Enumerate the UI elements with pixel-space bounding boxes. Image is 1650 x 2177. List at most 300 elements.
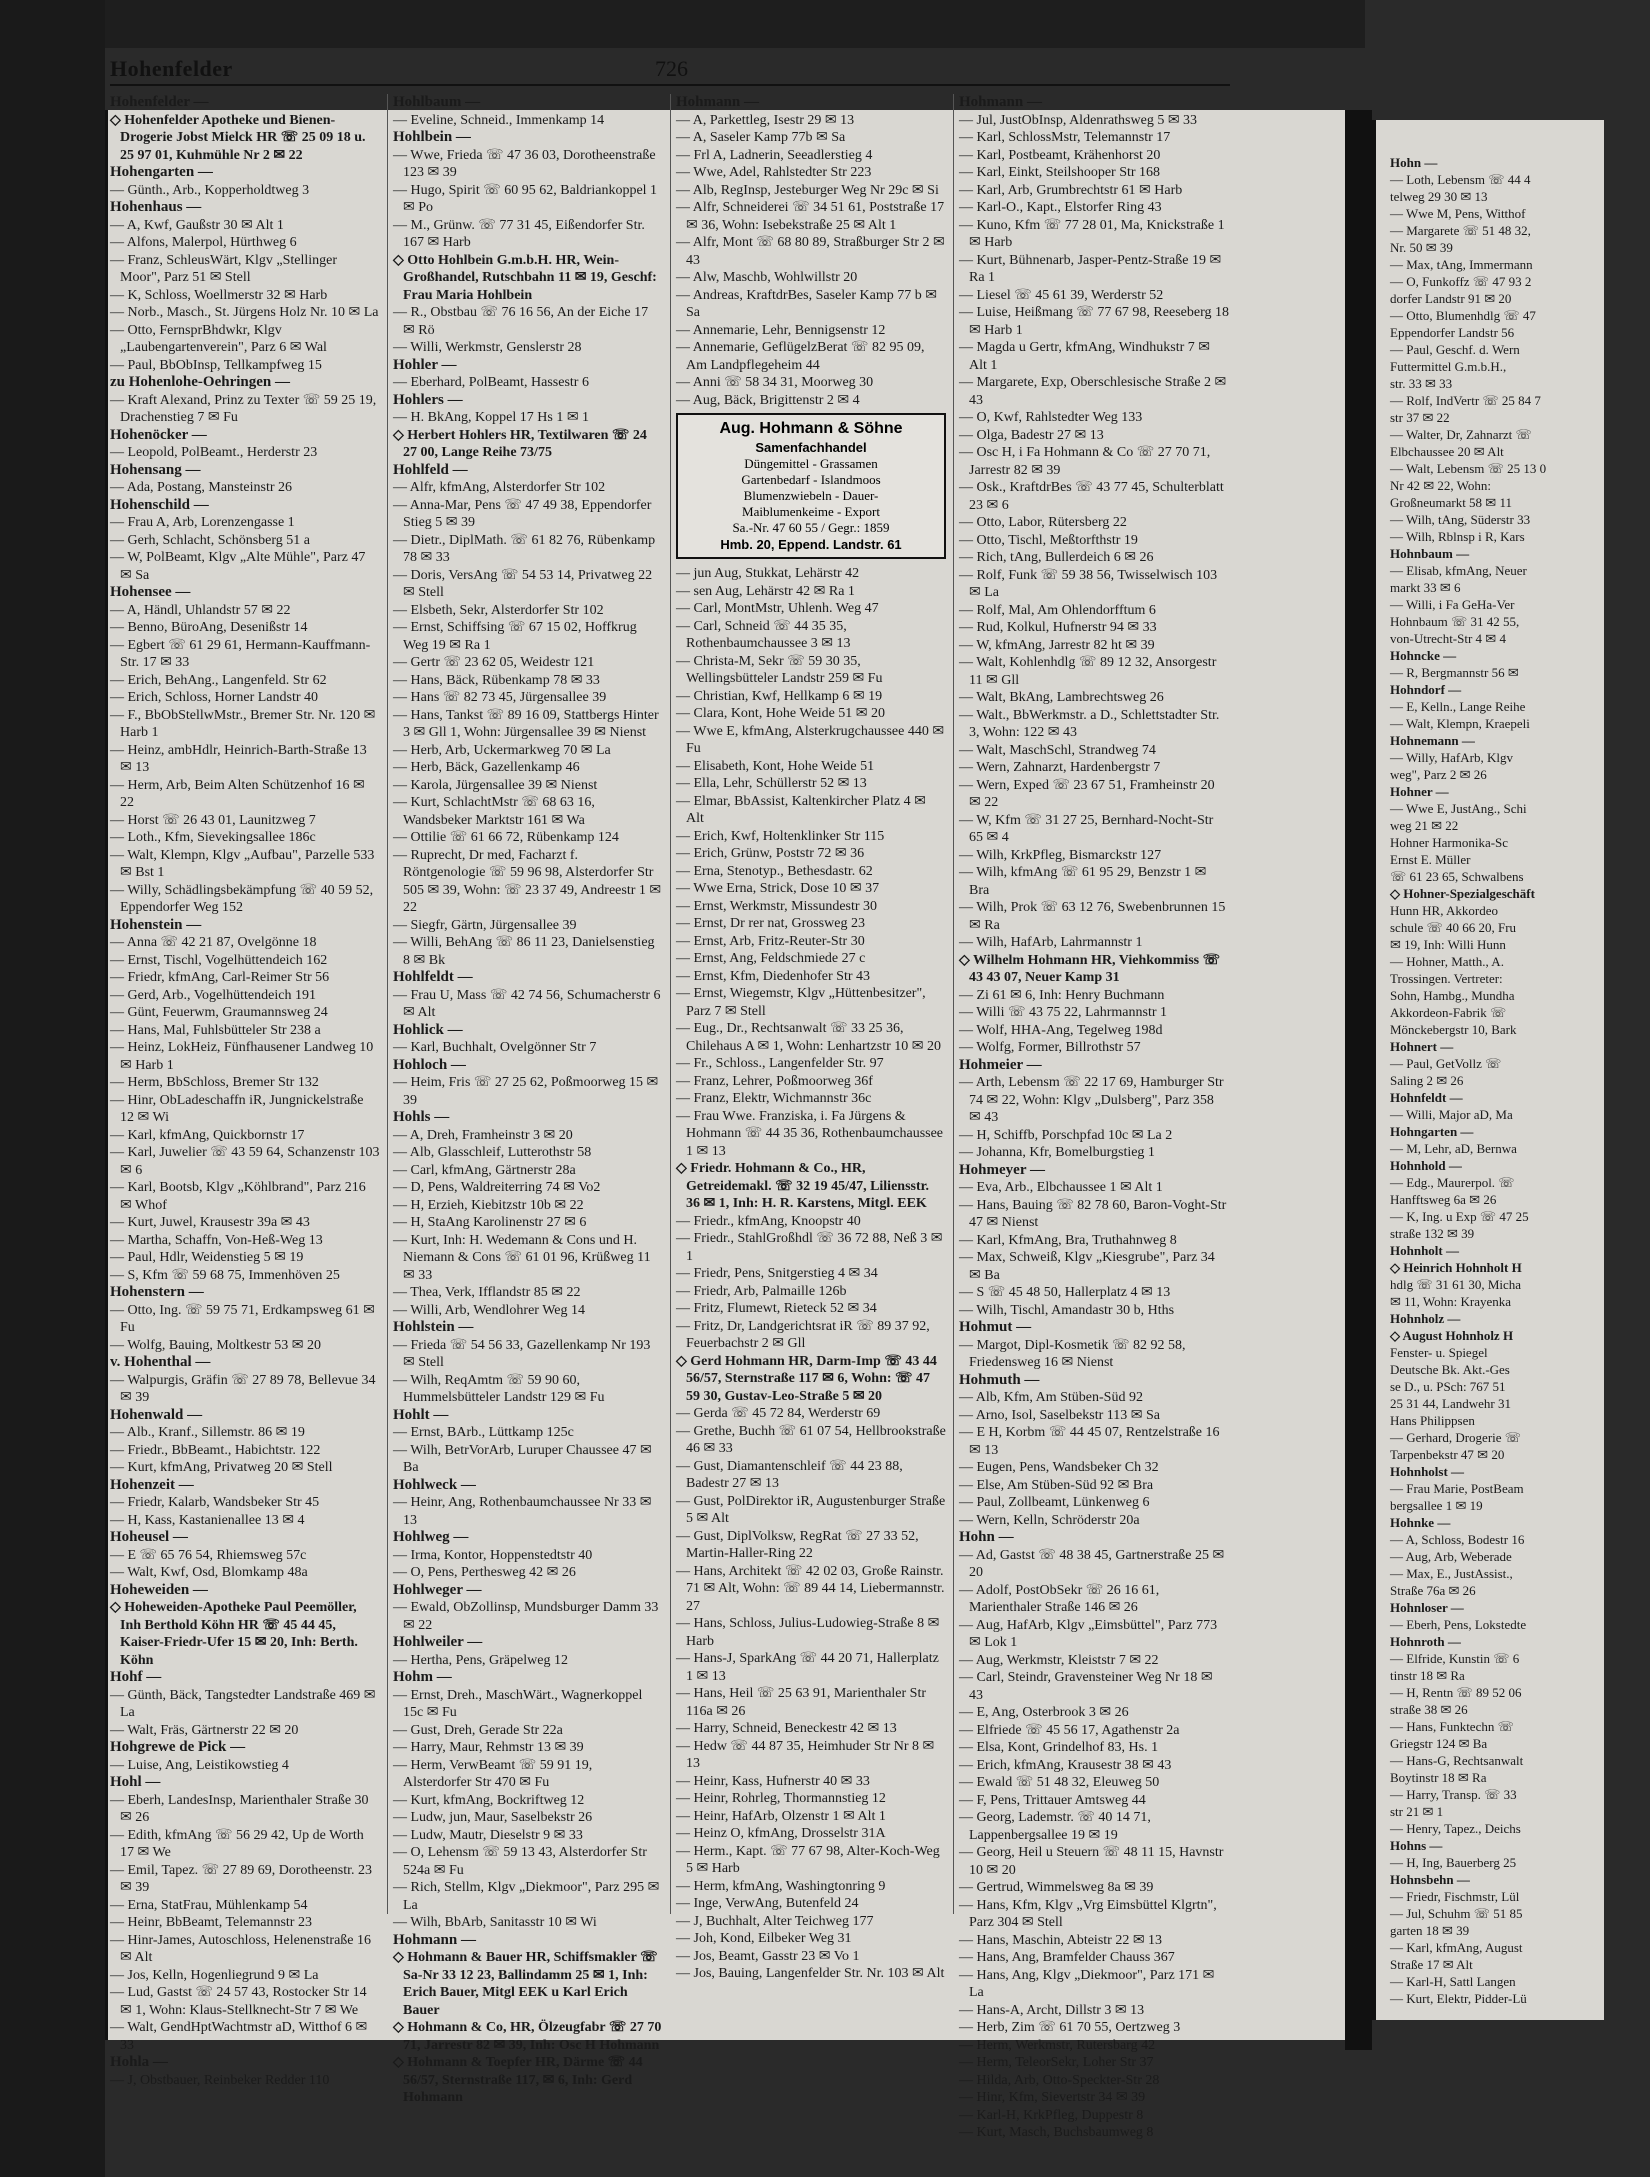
directory-entry: Eppendorfer Landstr 56: [1390, 325, 1515, 340]
directory-entry: — Wwe, Adel, Rahlstedter Str 223: [676, 165, 872, 180]
directory-entry: — Else, Am Stüben-Süd 92 ✉ Bra: [959, 1477, 1154, 1493]
directory-entry: — Carl, Steindr, Gravensteiner Weg Nr 18 ✉ 43: [959, 1670, 1213, 1703]
directory-entry: — Franz, SchleusWärt, Klgv „Stellinger Moor", Parz 51 ✉ Stell: [110, 252, 338, 285]
directory-entry: — Wilh, KrkPfleg, Bismarckstr 127: [959, 847, 1162, 863]
directory-entry: Nr. 50 ✉ 39: [1390, 240, 1453, 255]
directory-entry: — Gust, PolDirektor iR, Augustenburger Straße 5 ✉ Alt: [676, 1493, 946, 1526]
directory-entry: — Wwe E, kfmAng, Alsterkrugchaussee 440 ✉ Fu: [676, 723, 945, 756]
directory-entry: — Carl, MontMstr, Uhlenh. Weg 47: [676, 601, 879, 616]
directory-entry: — Walt, Fräs, Gärtnerstr 22 ✉ 20: [110, 1722, 299, 1738]
directory-entry: — Ernst, Arb, Fritz-Reuter-Str 30: [676, 933, 865, 949]
directory-entry: — Joh, Kond, Eilbeker Weg 31: [676, 1931, 852, 1946]
directory-entry: Großneumarkt 58 ✉ 11: [1390, 495, 1512, 510]
directory-entry: ◇ Friedr. Hohmann & Co., HR, Getreidemakl. ☏ 32 19 45/47, Liliensstr. 36 ✉ 1, Inh: H. R. Karstens, Mitgl. EEK: [676, 1161, 930, 1211]
surname-heading: Hohlfeldt —: [393, 969, 473, 985]
directory-entry: — F, Pens, Trittauer Amtsweg 44: [959, 1792, 1146, 1808]
surname-heading: Hoheusel —: [110, 1529, 188, 1545]
directory-entry: — Wilh, Rblnsp i R, Kars: [1390, 529, 1525, 544]
directory-entry: — Kurt, Bühnenarb, Jasper-Pentz-Straße 19 ✉ Ra 1: [959, 252, 1222, 285]
directory-entry: — Osc H, i Fa Hohmann & Co ☏ 27 70 71, Jarrestr 82 ✉ 39: [959, 445, 1211, 478]
directory-entry: — Karl, Einkt, Steilshooper Str 168: [959, 165, 1161, 180]
directory-entry: — Herm., Kapt. ☏ 77 67 98, Alter-Koch-Weg 5 ✉ Harb: [676, 1843, 940, 1876]
directory-entry: — Karl, Arb, Grumbrechtstr 61 ✉ Harb: [959, 182, 1183, 198]
ad-line: Gartenbedarf - Islandmoos: [741, 472, 881, 487]
directory-entry: — Annemarie, GeflügelzBerat ☏ 82 95 09, Am Landpflegeheim 44: [676, 340, 925, 373]
directory-entry: — Heinr, HafArb, Olzenstr 1 ✉ Alt 1: [676, 1808, 886, 1824]
directory-entry: — Arno, Isol, Saselbekstr 113 ✉ Sa: [959, 1407, 1160, 1423]
directory-entry: — Frau Wwe. Franziska, i. Fa Jürgens & Hohmann ☏ 44 35 36, Rothenbaumchaussee 1 ✉ 13: [676, 1108, 944, 1159]
directory-entry: — Eberh, LandesInsp, Marienthaler Straße 30 ✉ 26: [110, 1792, 369, 1825]
directory-entry: telweg 29 30 ✉ 13: [1390, 189, 1488, 204]
directory-entry: — Walt, GendHptWachtmstr aD, Witthof 6 ✉ 33: [110, 2020, 368, 2053]
directory-entry: — Herb, Arb, Uckermarkweg 70 ✉ La: [393, 742, 611, 758]
directory-entry: — K, Ing. u Exp ☏ 47 25: [1390, 1209, 1529, 1224]
directory-entry: — Alfr, Mont ☏ 68 80 89, Straßburger Str 2 ✉ 43: [676, 235, 945, 268]
directory-entry: — Irma, Kontor, Hoppenstedtstr 40: [393, 1547, 593, 1563]
directory-entry: Straße 76a ✉ 26: [1390, 1583, 1476, 1598]
directory-entry: — Frau A, Arb, Lorenzengasse 1: [110, 515, 295, 530]
directory-entry: — Thea, Verk, Ifflandstr 85 ✉ 22: [393, 1285, 581, 1300]
directory-entry: — H, Kass, Kastanienallee 13 ✉ 4: [110, 1512, 305, 1528]
directory-entry: — Emil, Tapez. ☏ 27 89 69, Dorotheenstr. 23 ✉ 39: [110, 1862, 373, 1895]
directory-entry: — Hohner, Matth., A.: [1390, 954, 1504, 969]
directory-entry: — Carl, kfmAng, Gärtnerstr 28a: [393, 1162, 576, 1178]
directory-entry: — Herm, VerwBeamt ☏ 59 91 19, Alsterdorfer Str 470 ✉ Fu: [393, 1757, 593, 1790]
directory-entry: — Gust, DiplVolksw, RegRat ☏ 27 33 52, Martin-Haller-Ring 22: [676, 1528, 919, 1561]
directory-entry: — Erich, Schloss, Horner Landstr 40: [110, 690, 319, 705]
directory-entry: — Johanna, Kfr, Bomelburgstieg 1: [959, 1145, 1155, 1160]
directory-entry: weg 21 ✉ 22: [1390, 818, 1459, 833]
directory-entry: Tarpenbekstr 47 ✉ 20: [1390, 1447, 1505, 1462]
directory-entry: — Rich, tAng, Bullerdeich 6 ✉ 26: [959, 550, 1154, 565]
directory-entry: — Erich, Kwf, Holtenklinker Str 115: [676, 828, 885, 844]
directory-entry: — Karl-H, Sattl Langen: [1390, 1974, 1516, 1989]
directory-entry: ◇ Hoheweiden-Apotheke Paul Peemöller, Inh Berthold Köhn HR ☏ 45 44 45, Kaiser-Friedr-Ufer 15 ✉ 20, Inh: Berth. Köhn: [110, 1600, 358, 1668]
header-keyword: Hohenfelder: [110, 56, 233, 81]
directory-entry: ☏ 61 23 65, Schwalbens: [1390, 869, 1524, 884]
directory-entry: — Fritz, Flumewt, Rieteck 52 ✉ 34: [676, 1301, 877, 1316]
directory-entry: — A, Kwf, Gaußstr 30 ✉ Alt 1: [110, 217, 284, 233]
directory-entry: — Wilh, Tischl, Amandastr 30 b, Hths: [959, 1302, 1175, 1318]
ad-footer: Hmb. 20, Eppend. Landstr. 61: [720, 537, 902, 552]
directory-entry: — Anna-Mar, Pens ☏ 47 49 38, Eppendorfer Stieg 5 ✉ 39: [393, 497, 652, 530]
surname-heading: Hohmann —: [959, 94, 1042, 110]
column-1: [110, 94, 380, 2088]
directory-entry: — Hans-A, Archt, Dillstr 3 ✉ 13: [959, 2002, 1145, 2018]
directory-entry: — Elisab, kfmAng, Neuer: [1390, 563, 1527, 578]
surname-heading: Hohnbaum —: [1390, 546, 1470, 561]
directory-entry: — J, Buchhalt, Alter Teichweg 177: [676, 1913, 874, 1929]
directory-entry: — Friedr., BbBeamt., Habichtstr. 122: [110, 1442, 321, 1458]
directory-entry: — Max, tAng, Immermann: [1390, 257, 1533, 272]
surname-heading: Hohenstern —: [110, 1284, 204, 1300]
surname-heading: Hohenöcker —: [110, 426, 207, 443]
directory-entry: — Walt, BkAng, Lambrechtsweg 26: [959, 690, 1164, 705]
directory-entry: — Karl, Buchhalt, Ovelgönner Str 7: [393, 1040, 597, 1055]
directory-entry: — Hedw ☏ 44 87 35, Heimhuder Str Nr 8 ✉ 13: [676, 1738, 935, 1771]
directory-entry: — Otto, Ing. ☏ 59 75 71, Erdkampsweg 61 ✉ Fu: [110, 1302, 375, 1335]
directory-entry: — E, Kelln., Lange Reihe: [1390, 699, 1526, 714]
directory-entry: — Wolfg, Bauing, Moltkestr 53 ✉ 20: [110, 1337, 322, 1353]
directory-entry: Hunn HR, Akkordeo: [1390, 903, 1498, 918]
directory-entry: — Gertr ☏ 23 62 05, Weidestr 121: [393, 655, 595, 670]
directory-entry: — Wern, Exped ☏ 23 67 51, Framheinstr 20 ✉ 22: [959, 777, 1215, 810]
directory-entry: ◇ Hohmann & Co, HR, Ölzeugfabr ☏ 27 70 71, Jarrestr 82 ✉ 39, Inh: Osc H Hohmann: [393, 2020, 662, 2053]
directory-entry: — Loth, Lebensm ☏ 44 4: [1390, 172, 1531, 187]
directory-entry: — H, Erzieh, Kiebitzstr 10b ✉ 22: [393, 1197, 584, 1213]
directory-entry: ✉ 19, Inh: Willi Hunn: [1390, 937, 1506, 952]
directory-entry: — Heinr, BbBeamt, Telemannstr 23: [110, 1915, 312, 1930]
directory-entry: — Fritz, Dr, Landgerichtsrat iR ☏ 89 37 92, Feuerbachstr 2 ✉ Gll: [676, 1318, 930, 1351]
directory-entry: — Herb, Zim ☏ 61 70 55, Oertzweg 3: [959, 2020, 1181, 2035]
directory-entry: — Heinz O, kfmAng, Drosselstr 31A: [676, 1826, 886, 1841]
directory-entry: — Gerd, Arb., Vogelhüttendeich 191: [110, 987, 316, 1003]
directory-entry: — Heinz, ambHdlr, Heinrich-Barth-Straße 13 ✉ 13: [110, 742, 367, 775]
directory-entry: — Alfr, kfmAng, Alsterdorfer Str 102: [393, 480, 606, 495]
surname-heading: Hohmuth —: [959, 1371, 1040, 1388]
directory-entry: Hans Philippsen: [1390, 1413, 1475, 1428]
directory-entry: — Hilda, Arb, Otto-Speckter-Str 28: [959, 2072, 1160, 2088]
directory-entry: — S ☏ 45 48 50, Hallerplatz 4 ✉ 13: [959, 1285, 1171, 1300]
directory-entry: — Hans, Ang, Bramfelder Chauss 367: [959, 1950, 1175, 1965]
surname-heading: Hohn —: [1390, 155, 1438, 170]
surname-heading: Hohlbaum —: [393, 94, 481, 110]
directory-entry: Griegstr 124 ✉ Ba: [1390, 1736, 1488, 1751]
ad-subtitle: Samenfachhandel: [755, 440, 867, 455]
directory-entry: — Paul, Zollbeamt, Lünkenweg 6: [959, 1495, 1150, 1510]
next-page-column: [1390, 154, 1650, 2007]
surname-heading: Hohlweck —: [393, 1476, 476, 1493]
directory-entry: — Herm, Arb, Beim Alten Schützenhof 16 ✉ 22: [110, 777, 365, 810]
surname-heading: Hohenfelder —: [110, 94, 209, 110]
directory-entry: — Kurt, Masch, Buchsbaumweg 8: [959, 2125, 1154, 2140]
directory-entry: — Aug, Arb, Weberade: [1390, 1549, 1512, 1564]
directory-entry: — Heinr, Rohrleg, Thormannstieg 12: [676, 1791, 886, 1806]
directory-entry: ◇ Otto Hohlbein G.m.b.H. HR, Wein-Großhandel, Rutschbahn 11 ✉ 19, Geschf: Frau Maria Hohlbein: [393, 252, 657, 303]
advertisement-box: [676, 413, 946, 559]
surname-heading: Hohengarten —: [110, 164, 213, 180]
directory-entry: — Siegfr, Gärtn, Jürgensallee 39: [393, 917, 577, 933]
surname-heading: Hoheweiden —: [110, 1581, 208, 1598]
directory-entry: — H, Rentn ☏ 89 52 06: [1390, 1685, 1522, 1700]
directory-entry: — Hans, Mal, Fuhlsbütteler Str 238 a: [110, 1022, 321, 1038]
directory-entry: — Christa-M, Sekr ☏ 59 30 35, Wellingsbütteler Landstr 259 ✉ Fu: [676, 653, 883, 686]
directory-entry: — Rich, Stellm, Klgv „Diekmoor", Parz 295 ✉ La: [393, 1880, 660, 1913]
directory-entry: — Friedr, Fischmstr, Lül: [1390, 1889, 1520, 1904]
directory-entry: — Gerhard, Drogerie ☏: [1390, 1430, 1522, 1445]
directory-entry: — Ruprecht, Dr med, Facharzt f. Röntgenologie ☏ 59 96 98, Alsterdorfer Str 505 ✉ 39, Wohn: ☏ 23 37 49, Andreestr 1 ✉ 22: [393, 847, 662, 915]
directory-entry: — O, Pens, Perthesweg 42 ✉ 26: [393, 1565, 576, 1580]
directory-entry: weg", Parz 2 ✉ 26: [1390, 767, 1487, 782]
surname-heading: Hohlweiler —: [393, 1634, 483, 1650]
surname-heading: Hohler —: [393, 356, 457, 373]
directory-entry: — Ad, Gastst ☏ 48 38 45, Gartnerstraße 25 ✉ 20: [959, 1547, 1225, 1580]
directory-entry: Boytinstr 18 ✉ Ra: [1390, 1770, 1487, 1785]
surname-heading: Hohla —: [110, 2054, 168, 2070]
directory-entry: — Aug, Werkmstr, Kleiststr 7 ✉ 22: [959, 1652, 1159, 1668]
surname-heading: Hohlbein —: [393, 129, 471, 145]
book-spine-shadow: [0, 0, 105, 2177]
surname-heading: Hohnhold —: [1390, 1158, 1462, 1173]
directory-entry: — Wwe Erna, Strick, Dose 10 ✉ 37: [676, 881, 880, 896]
directory-entry: Hohner Harmonika-Sc: [1390, 835, 1509, 850]
directory-entry: — E, Ang, Osterbrook 3 ✉ 26: [959, 1705, 1129, 1720]
directory-entry: — Fr., Schloss., Langenfelder Str. 97: [676, 1056, 884, 1071]
directory-entry: — Wwe, Frieda ☏ 47 36 03, Dorotheenstraße 123 ✉ 39: [393, 147, 656, 180]
surname-heading: Hohensee —: [110, 584, 191, 600]
directory-entry: — Erna, StatFrau, Mühlenkamp 54: [110, 1897, 308, 1913]
directory-entry: — Paul, Hdlr, Weidenstieg 5 ✉ 19: [110, 1250, 304, 1265]
directory-entry: — Ernst, Kfm, Diedenhofer Str 43: [676, 968, 871, 984]
directory-entry: Straße 17 ✉ Alt: [1390, 1957, 1473, 1972]
directory-entry: — Hans, Maschin, Abteistr 22 ✉ 13: [959, 1932, 1163, 1948]
directory-entry: — Dietr., DiplMath. ☏ 61 82 76, Rübenkamp 78 ✉ 33: [393, 532, 656, 565]
directory-entry: — Edg., Maurerpol. ☏: [1390, 1175, 1515, 1190]
directory-entry: — Ernst, Dreh., MaschWärt., Wagnerkoppel 15c ✉ Fu: [393, 1687, 643, 1720]
directory-entry: Hanfftsweg 6a ✉ 26: [1390, 1192, 1497, 1207]
directory-entry: — Walt., BbWerkmstr. a D., Schlettstadter Str. 3, Wohn: 122 ✉ 43: [959, 707, 1220, 740]
directory-entry: — Ernst, BArb., Lüttkamp 125c: [393, 1425, 574, 1440]
directory-entry: — Gerda ☏ 45 72 84, Werderstr 69: [676, 1406, 881, 1421]
directory-entry: — Alw, Maschb, Wohlwillstr 20: [676, 270, 858, 285]
directory-entry: — Harry, Transp. ☏ 33: [1390, 1787, 1517, 1802]
page-header: [110, 50, 1230, 86]
directory-entry: — Ella, Lehr, Schüllerstr 52 ✉ 13: [676, 776, 867, 791]
surname-heading: Hohngarten —: [1390, 1124, 1474, 1139]
directory-entry: ◇ Wilhelm Hohmann HR, Viehkommiss ☏ 43 43 07, Neuer Kamp 31: [959, 952, 1221, 985]
directory-entry: markt 33 ✉ 6: [1390, 580, 1461, 595]
directory-entry: — Anna ☏ 42 21 87, Ovelgönne 18: [110, 935, 317, 950]
directory-entry: ◇ Hohner-Spezialgeschäft: [1390, 886, 1535, 901]
directory-entry: — Elsbeth, Sekr, Alsterdorfer Str 102: [393, 602, 604, 618]
directory-entry: — R., Obstbau ☏ 76 16 56, An der Eiche 17 ✉ Rö: [393, 305, 649, 338]
directory-columns: [110, 94, 1230, 2140]
directory-entry: — Doris, VersAng ☏ 54 53 14, Privatweg 22 ✉ Stell: [393, 567, 653, 600]
directory-entry: — Kurt, SchlachtMstr ☏ 68 63 16, Wandsbeker Marktstr 161 ✉ Wa: [393, 795, 595, 828]
directory-entry: — sen Aug, Lehärstr 42 ✉ Ra 1: [676, 583, 855, 599]
directory-entry: — Ewald, ObZollinsp, Mundsburger Damm 33 ✉ 22: [393, 1600, 659, 1633]
directory-entry: — O, Lehensm ☏ 59 13 43, Alsterdorfer Str 524a ✉ Fu: [393, 1845, 647, 1878]
directory-entry: — Elmar, BbAssist, Kaltenkircher Platz 4 ✉ Alt: [676, 793, 926, 826]
directory-entry: — Heinr, Kass, Hufnerstr 40 ✉ 33: [676, 1773, 870, 1789]
ad-title: Aug. Hohmann & Söhne: [719, 420, 903, 437]
directory-entry: — Alb., Kranf., Sillemstr. 86 ✉ 19: [110, 1425, 305, 1440]
directory-entry: dorfer Landstr 91 ✉ 20: [1390, 291, 1512, 306]
directory-entry: — Friedr, kfmAng, Carl-Reimer Str 56: [110, 970, 330, 985]
surname-heading: Hohnert —: [1390, 1039, 1454, 1054]
directory-entry: — Walpurgis, Gräfin ☏ 27 89 78, Bellevue 34 ✉ 39: [110, 1372, 376, 1405]
directory-entry: — Eugen, Pens, Wandsbeker Ch 32: [959, 1460, 1159, 1475]
directory-entry: — Walt, Kohlenhdlg ☏ 89 12 32, Ansorgestr 11 ✉ Gll: [959, 655, 1217, 688]
directory-entry: — Hertha, Pens, Gräpelweg 12: [393, 1652, 568, 1668]
directory-entry: — Lud, Gastst ☏ 24 57 43, Rostocker Str 14 ✉ 1, Wohn: Klaus-Stellknecht-Str 7 ✉ We: [110, 1985, 367, 2018]
surname-heading: Hohloch —: [393, 1056, 466, 1073]
directory-entry: — Otto, FernsprBhdwkr, Klgv „Laubengartenverein", Parz 6 ✉ Wal: [110, 322, 327, 355]
directory-entry: — Ludw, Mautr, Dieselstr 9 ✉ 33: [393, 1827, 583, 1843]
directory-entry: — Wilh, Prok ☏ 63 12 76, Swebenbrunnen 15 ✉ Ra: [959, 900, 1226, 933]
directory-entry: — Rolf, IndVertr ☏ 25 84 7: [1390, 393, 1541, 408]
surname-heading: Hohgrewe de Pick —: [110, 1739, 246, 1755]
directory-entry: — Ernst, Werkmstr, Missundestr 30: [676, 898, 878, 914]
directory-entry: — Elisabeth, Kont, Hohe Weide 51: [676, 758, 875, 774]
directory-entry: von-Utrecht-Str 4 ✉ 4: [1390, 631, 1506, 646]
directory-entry: str. 33 ✉ 33: [1390, 376, 1453, 391]
directory-entry: — Anni ☏ 58 34 31, Moorweg 30: [676, 375, 874, 390]
directory-entry: — Rolf, Mal, Am Ohlendorfftum 6: [959, 602, 1156, 618]
directory-entry: — Hans, Bäck, Rübenkamp 78 ✉ 33: [393, 672, 600, 688]
directory-entry: Trossingen. Vertreter:: [1390, 971, 1503, 986]
directory-entry: — S, Kfm ☏ 59 68 75, Immenhöven 25: [110, 1267, 340, 1283]
directory-entry: — Liesel ☏ 45 61 39, Werderstr 52: [959, 287, 1164, 303]
directory-entry: — Henry, Tapez., Deichs: [1390, 1821, 1521, 1836]
directory-entry: — Wolf, HHA-Ang, Tegelweg 198d: [959, 1022, 1163, 1038]
directory-entry: — Hinr-James, Autoschloss, Helenenstraße 16 ✉ Alt: [110, 1932, 372, 1965]
scan-top-border: [105, 0, 1365, 48]
directory-entry: Fenster- u. Spiegel: [1390, 1345, 1488, 1360]
surname-heading: Hohmeier —: [959, 1056, 1042, 1073]
directory-entry: — Wwe M, Pens, Witthof: [1390, 206, 1526, 221]
directory-entry: — F., BbObStellwMstr., Bremer Str. Nr. 120 ✉ Harb 1: [110, 707, 376, 740]
directory-entry: — Norb., Masch., St. Jürgens Holz Nr. 10 ✉ La: [110, 305, 379, 320]
directory-entry: — Eberh, Pens, Lokstedte: [1390, 1617, 1527, 1632]
directory-entry: — Eveline, Schneid., Immenkamp 14: [393, 112, 605, 128]
directory-entry: — Clara, Kont, Hohe Weide 51 ✉ 20: [676, 706, 886, 721]
directory-entry: — Jos, Kelln, Hogenliegrund 9 ✉ La: [110, 1967, 319, 1983]
directory-entry: — Gerh, Schlacht, Schönsberg 51 a: [110, 532, 310, 548]
directory-entry: — Hans, Funktechn ☏: [1390, 1719, 1514, 1734]
directory-entry: straße 38 ✉ 26: [1390, 1702, 1468, 1717]
surname-heading: Hohnroth —: [1390, 1634, 1461, 1649]
directory-entry: — Wern, Zahnarzt, Hardenbergstr 7: [959, 760, 1161, 775]
surname-heading: Hohndorf —: [1390, 682, 1462, 697]
directory-entry: — M., Grünw. ☏ 77 31 45, Eißendorfer Str. 167 ✉ Harb: [393, 217, 645, 250]
directory-entry: — Ernst, Wiegemstr, Klgv „Hüttenbesitzer", Parz 7 ✉ Stell: [676, 986, 926, 1019]
directory-entry: — Willy, HafArb, Klgv: [1390, 750, 1513, 765]
directory-entry: — Karl, kfmAng, August: [1390, 1940, 1523, 1955]
directory-entry: — Karl, SchlossMstr, Telemannstr 17: [959, 130, 1171, 145]
directory-entry: — Hans, Tankst ☏ 89 16 09, Stattbergs Hinter 3 ✉ Gll 1, Wohn: Jürgensallee 39 ✉ Nienst: [393, 707, 659, 740]
surname-heading: Hohlfeld —: [393, 461, 468, 478]
directory-entry: — Heim, Fris ☏ 27 25 62, Poßmoorweg 15 ✉ 39: [393, 1075, 659, 1108]
directory-entry: — W, kfmAng, Jarrestr 82 ht ✉ 39: [959, 637, 1155, 653]
directory-entry: — Ernst, Tischl, Vogelhüttendeich 162: [110, 952, 328, 968]
directory-entry: — Wilh, BbArb, Sanitasstr 10 ✉ Wi: [393, 1915, 597, 1930]
surname-heading: Hohl —: [110, 1774, 161, 1790]
directory-entry: — H, Schiffb, Porschpfad 10c ✉ La 2: [959, 1127, 1173, 1143]
directory-entry: — Gust, Dreh, Gerade Str 22a: [393, 1722, 563, 1738]
directory-entry: Saling 2 ✉ 26: [1390, 1073, 1464, 1088]
directory-entry: — Herm, BbSchloss, Bremer Str 132: [110, 1075, 319, 1090]
surname-heading: v. Hohenthal —: [110, 1354, 211, 1370]
column-2: [393, 94, 663, 2105]
directory-entry: — Paul, GetVollz ☏: [1390, 1056, 1502, 1071]
directory-entry: — Alb, Kfm, Am Stüben-Süd 92: [959, 1390, 1143, 1405]
surname-heading: Hohns —: [1390, 1838, 1443, 1853]
surname-heading: Hohenstein —: [110, 916, 202, 933]
directory-entry: — W, Kfm ☏ 31 27 25, Bernhard-Nocht-Str 65 ✉ 4: [959, 812, 1214, 845]
directory-entry: — E ☏ 65 76 54, Rhiemsweg 57c: [110, 1547, 307, 1563]
directory-entry: — Ewald ☏ 51 48 32, Eleuweg 50: [959, 1775, 1160, 1790]
directory-entry: — K, Schloss, Woellmerstr 32 ✉ Harb: [110, 287, 328, 303]
directory-entry: — Margot, Dipl-Kosmetik ☏ 82 92 58, Friedensweg 16 ✉ Nienst: [959, 1337, 1186, 1370]
directory-entry: — Karola, Jürgensallee 39 ✉ Nienst: [393, 777, 598, 793]
directory-entry: — A, Saseler Kamp 77b ✉ Sa: [676, 130, 846, 145]
directory-entry: — Wolfg, Former, Billrothstr 57: [959, 1040, 1141, 1055]
directory-entry: — Elfriede ☏ 45 56 17, Agathenstr 2a: [959, 1722, 1180, 1738]
surname-heading: Hohlweg —: [393, 1529, 469, 1545]
directory-entry: — Leopold, PolBeamt., Herderstr 23: [110, 445, 318, 460]
directory-entry: — Günt, Feuerwm, Graumannsweg 24: [110, 1005, 328, 1020]
directory-entry: — Hugo, Spirit ☏ 60 95 62, Baldriankoppel 1 ✉ Po: [393, 182, 658, 215]
directory-entry: — Herm, Werkmstr, Rutersbarg 42: [959, 2037, 1156, 2053]
directory-entry: — Osk., KraftdrBes ☏ 43 77 45, Schulterblatt 23 ✉ 6: [959, 480, 1224, 513]
directory-entry: — E H, Korbm ☏ 44 45 07, Rentzelstraße 16 ✉ 13: [959, 1425, 1220, 1458]
directory-entry: — R, Bergmannstr 56 ✉: [1390, 665, 1519, 680]
directory-entry: — Rud, Kolkul, Hufnerstr 94 ✉ 33: [959, 620, 1157, 635]
directory-entry: — Arth, Lebensm ☏ 22 17 69, Hamburger Str 74 ✉ 22, Wohn: Klgv „Dulsberg", Parz 358 ✉ 43: [959, 1075, 1224, 1125]
directory-entry: — Elsa, Kont, Grindelhof 83, Hs. 1: [959, 1740, 1159, 1755]
directory-entry: — Grethe, Buchh ☏ 61 07 54, Hellbrookstraße 46 ✉ 33: [676, 1423, 946, 1456]
surname-heading: Hohnemann —: [1390, 733, 1475, 748]
directory-entry: — Harry, Schneid, Beneckestr 42 ✉ 13: [676, 1721, 897, 1736]
surname-heading: Hohlweger —: [393, 1581, 482, 1598]
directory-entry: — Wilh, BetrVorArb, Luruper Chaussee 47 ✉ Ba: [393, 1442, 652, 1475]
directory-entry: — Karl, Postbeamt, Krähenhorst 20: [959, 147, 1161, 163]
next-page-edge: [1372, 120, 1604, 2020]
directory-entry: — Ludw, jun, Maur, Saselbekstr 26: [393, 1810, 593, 1825]
directory-entry: — Otto, Labor, Rütersberg 22: [959, 515, 1127, 530]
directory-entry: se D., u. PSch: 767 51: [1390, 1379, 1506, 1394]
directory-entry: — Frau U, Mass ☏ 42 74 56, Schumacherstr 6 ✉ Alt: [393, 987, 661, 1020]
directory-entry: — O, Kwf, Rahlstedter Weg 133: [959, 410, 1143, 425]
directory-entry: — Friedr, Arb, Palmaille 126b: [676, 1283, 847, 1299]
directory-entry: — Eva, Arb., Elbchaussee 1 ✉ Alt 1: [959, 1180, 1163, 1195]
directory-entry: — Hans-J, SparkAng ☏ 44 20 71, Hallerplatz 1 ✉ 13: [676, 1651, 939, 1684]
surname-heading: Hohncke —: [1390, 648, 1457, 663]
directory-entry: — Paul, BbObInsp, Tellkampfweg 15: [110, 357, 322, 373]
directory-entry: — Benno, BüroAng, Desenißstr 14: [110, 620, 308, 635]
directory-entry: — Ernst, Ang, Feldschmiede 27 c: [676, 951, 866, 966]
directory-entry: 25 31 44, Landwehr 31: [1390, 1396, 1511, 1411]
ad-line: Düngemittel - Grassamen: [744, 456, 878, 471]
directory-entry: — Hans ☏ 82 73 45, Jürgensallee 39: [393, 690, 607, 705]
directory-entry: straße 132 ✉ 39: [1390, 1226, 1475, 1241]
directory-entry: — Friedr, Kalarb, Wandsbeker Str 45: [110, 1495, 320, 1510]
directory-entry: — Karl, kfmAng, Quickbornstr 17: [110, 1127, 305, 1143]
surname-heading: Hohensang —: [110, 461, 201, 478]
directory-entry: — Egbert ☏ 61 29 61, Hermann-Kauffmann-Str. 17 ✉ 33: [110, 637, 371, 670]
directory-entry: — Erich, BehAng., Langenfeld. Str 62: [110, 672, 327, 688]
surname-heading: Hohmeyer —: [959, 1161, 1045, 1178]
directory-entry: — Magda u Gertr, kfmAng, Windhukstr 7 ✉ Alt 1: [959, 340, 1211, 373]
surname-heading: Hohlstein —: [393, 1319, 474, 1335]
directory-entry: — Friedr., StahlGroßhdl ☏ 36 72 88, Neß 3 ✉ 1: [676, 1231, 943, 1264]
directory-entry: — D, Pens, Waldreiterring 74 ✉ Vo2: [393, 1180, 601, 1195]
directory-entry: ◇ Hohmann & Toepfer HR, Därme ☏ 44 56/57, Sternstraße 117, ✉ 6, Inh: Gerd Hohmann: [393, 2055, 643, 2105]
directory-entry: — Eug., Dr., Rechtsanwalt ☏ 33 25 36, Chilehaus A ✉ 1, Wohn: Lenhartzstr 10 ✉ 20: [676, 1021, 941, 1054]
directory-entry: — Wilh, kfmAng ☏ 61 95 29, Benzstr 1 ✉ Bra: [959, 865, 1207, 898]
surname-heading: Hohls —: [393, 1109, 450, 1125]
surname-heading: Hohenzeit —: [110, 1476, 194, 1493]
surname-heading: Hohnholt —: [1390, 1243, 1459, 1258]
directory-entry: str 21 ✉ 1: [1390, 1804, 1444, 1819]
directory-entry: ◇ Heinrich Hohnholt H: [1390, 1260, 1522, 1275]
directory-entry: — Aug, HafArb, Klgv „Eimsbüttel", Parz 773 ✉ Lok 1: [959, 1617, 1218, 1650]
directory-entry: ✉ 11, Wohn: Krayenka: [1390, 1294, 1512, 1309]
directory-entry: — Georg, Heil u Steuern ☏ 48 11 15, Havnstr 10 ✉ 20: [959, 1845, 1224, 1878]
directory-entry: — Annemarie, Lehr, Bennigsenstr 12: [676, 322, 886, 338]
ad-line: Sa.-Nr. 47 60 55 / Gegr.: 1859: [732, 520, 890, 535]
